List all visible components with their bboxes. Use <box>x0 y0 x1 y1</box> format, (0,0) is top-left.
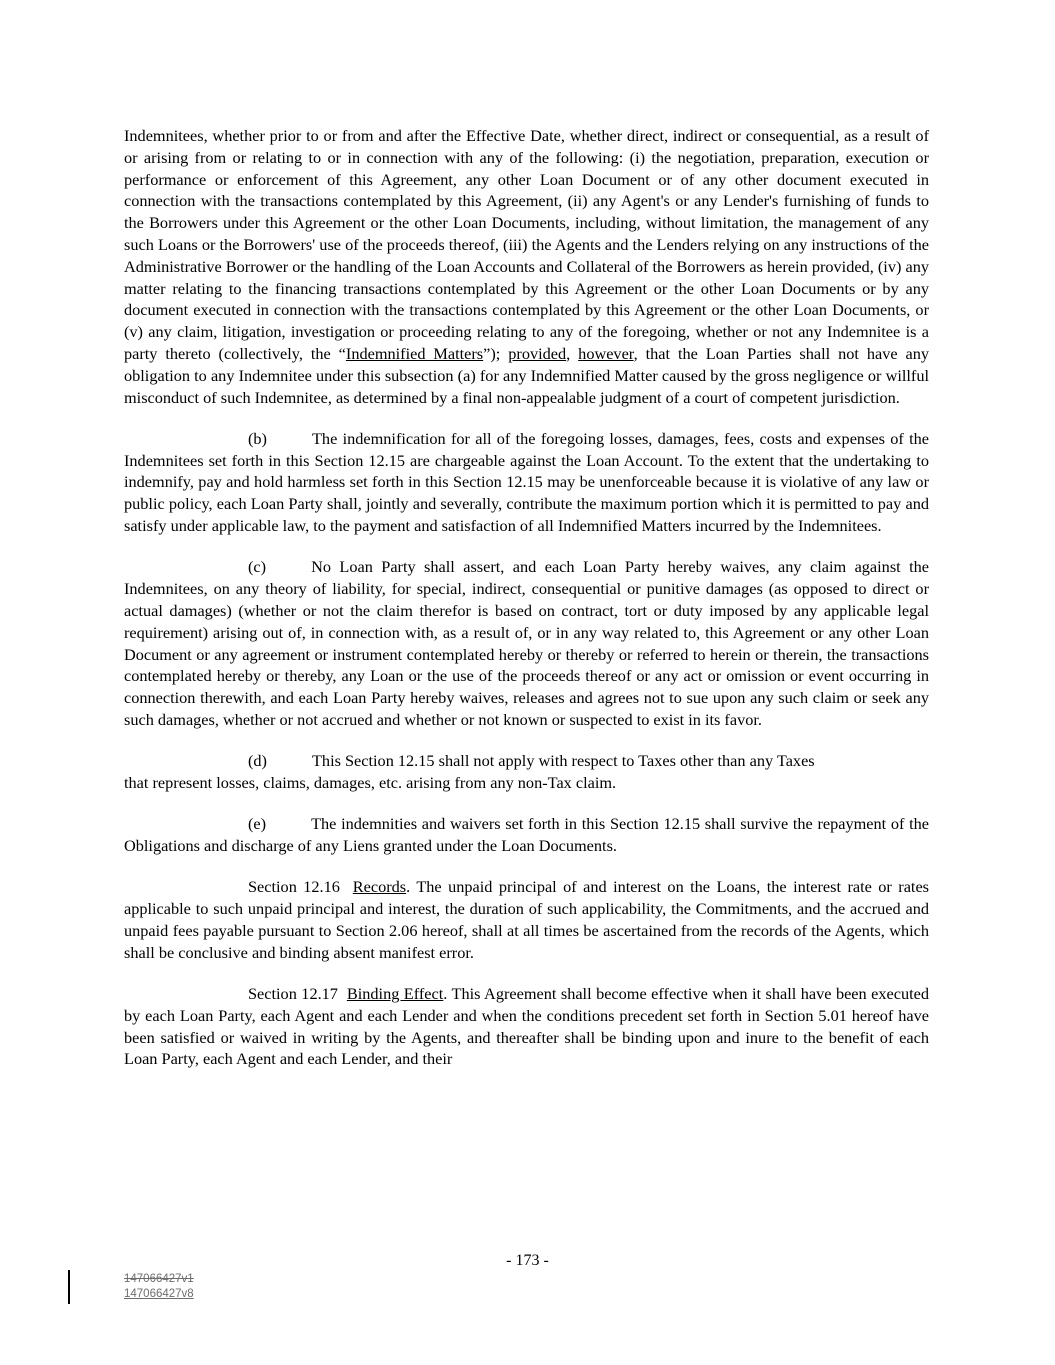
deleted-document-id: 147066427v1 <box>124 1273 194 1285</box>
paragraph-a-text-3: , that the Loan Parties shall not have any obligation to any Indemnitee under this subsection (a) for any Indemnified Matter caused by the gross negligence or willful misconduct of such Indemnitee, as determined by a final non-appealable judgment of a court of competent jurisdiction. <box>124 343 930 407</box>
paragraph-e <box>124 813 929 857</box>
section-12-17-text: . This Agreement shall become effective when it shall have been executed by each Loan Party, each Agent and each Lender and when the conditions precedent set forth in Section 5.01 hereof have been satisfied or waived in writing by the Agents, and thereafter shall be binding upon and inure to the benefit of each Loan Party, each Agent and each Lender, and their <box>124 984 929 1069</box>
paragraph-b <box>124 428 929 537</box>
paragraph-b-text: The indemnification for all of the foregoing losses, damages, fees, costs and expenses of the Indemnitees set forth in this Section 12.15 are chargeable against the Loan Account. To the extent that the undertaking to indemnify, pay and hold harmless set forth in this Section 12.15 may be unenforceable because it is violative of any law or public policy, each Loan Party shall, jointly and severally, contribute the maximum portion which it is permitted to pay and satisfy under applicable law, to the payment and satisfaction of all Indemnified Matters incurred by the Indemnitees. <box>124 428 929 536</box>
paragraph-a-text-1: Indemnitees, whether prior to or from and after the Effective Date, whether direct, indirect or consequential, as a result of or arising from or relating to or in connection with any of the following: (i) the negotiation, preparation, execution or performance or enforcement of this Agreement, any other Loan Document or of any other document executed in connection with the transactions contemplated by this Agreement, (ii) any Agent's or any Lender's furnishing of funds to the Borrowers under this Agreement or the other Loan Documents, including, without limitation, the management of any such Loans or the Borrowers' use of the proceeds thereof, (iii) the Agents and the Lenders relying on any instructions of the Administrative Borrower or the handling of the Loan Accounts and Collateral of the Borrowers as herein provided, (iv) any matter relating to the financing transactions contemplated by this Agreement or the other Loan Documents or by any document executed in connection with the transactions contemplated by this Agreement or the other Loan Documents, or (v) any claim, litigation, investigation or proceeding relating to any of the foregoing, whether or not any Indemnitee is a party thereto (collectively, the “ <box>124 126 929 363</box>
paragraph-a-continuation <box>124 125 929 408</box>
document-id-footer <box>124 1272 194 1302</box>
paragraph-a-comma: , <box>566 343 579 363</box>
page-number: - 173 - <box>506 1252 549 1269</box>
paragraph-e-label: (e) <box>248 814 267 834</box>
paragraph-b-label: (b) <box>248 428 267 448</box>
revision-change-bar <box>68 1270 70 1304</box>
paragraph-c-text: No Loan Party shall assert, and each Loan Party hereby waives, any claim against the Indemnitees, on any theory of liability, for special, indirect, consequential or punitive damages (as opposed to direct or actual damages) (whether or not the claim therefor is based on contract, tort or duty imposed by any applicable legal requirement) arising out of, in connection with, as a result of, or in any way related to, this Agreement or any other Loan Document or any agreement or instrument contemplated hereby or thereby or referred to herein or therein, the transactions contemplated hereby or thereby, any Loan or the use of the proceeds thereof or any act or omission or event occurring in connection therewith, and each Loan Party hereby waives, releases and agrees not to sue upon any such claim or seek any such damages, whether or not accrued and whether or not known or suspected to exist in its favor. <box>124 557 929 729</box>
section-12-16-number: Section 12.16 <box>248 877 340 897</box>
paragraph-c <box>124 556 929 730</box>
paragraph-c-label: (c) <box>248 557 267 577</box>
current-document-id: 147066427v8 <box>124 1288 194 1300</box>
section-12-17 <box>124 983 929 1070</box>
section-12-17-number: Section 12.17 <box>248 984 338 1004</box>
paragraph-d-line-1: This Section 12.15 shall not apply with respect to Taxes other than any Taxes <box>311 751 815 771</box>
paragraph-a-text-2: ”); <box>483 343 509 363</box>
provided-term: provided <box>508 343 567 363</box>
paragraph-d <box>124 750 929 794</box>
however-term: however <box>578 343 634 363</box>
defined-term-indemnified-matters: Indemnified Matters <box>345 343 484 363</box>
section-12-16-heading: Records <box>352 877 407 897</box>
section-12-17-heading: Binding Effect <box>346 984 444 1004</box>
paragraph-d-line-2: that represent losses, claims, damages, etc. arising from any non-Tax claim. <box>124 773 617 793</box>
section-12-16-text: . The unpaid principal of and interest on the Loans, the interest rate or rates applicable to such unpaid principal and interest, the duration of such applicability, the Commitments, and the accrued and unpaid fees payable pursuant to Section 2.06 hereof, shall at all times be ascertained from the records of the Agents, which shall be conclusive and binding absent manifest error. <box>124 877 930 962</box>
paragraph-e-text: The indemnities and waivers set forth in this Section 12.15 shall survive the repayment of the Obligations and discharge of any Liens granted under the Loan Documents. <box>124 814 929 856</box>
paragraph-d-label: (d) <box>248 751 267 771</box>
document-body <box>124 125 929 1090</box>
section-12-16 <box>124 876 929 963</box>
